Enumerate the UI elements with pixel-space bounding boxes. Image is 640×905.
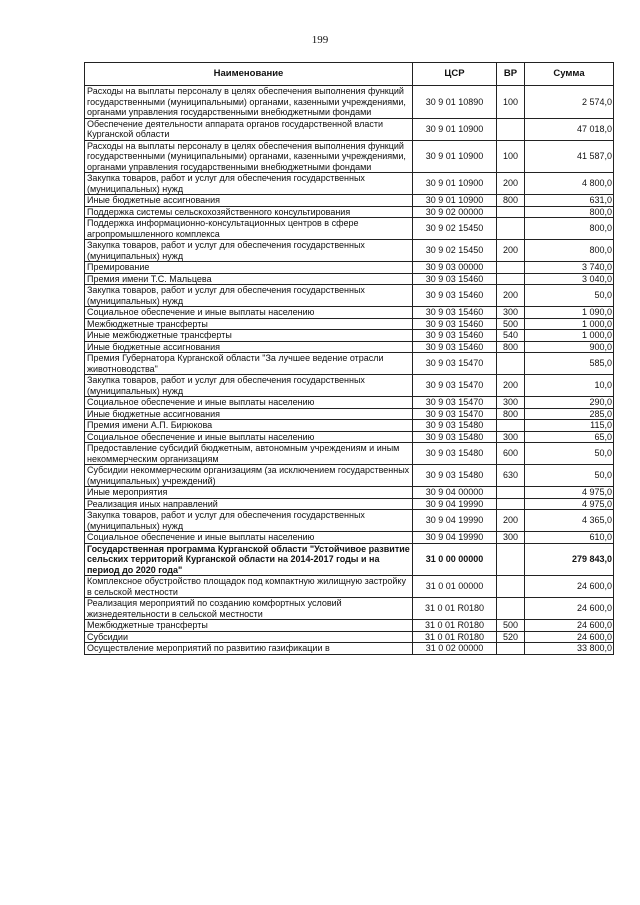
row-vr-cell: 200 <box>497 375 525 397</box>
row-name-cell: Поддержка информационно-консультационных центров в сфере агропромышленного комплекса <box>85 218 413 240</box>
row-name-cell: Закупка товаров, работ и услуг для обеспечения государственных (муниципальных) нужд <box>85 240 413 262</box>
table-row <box>85 397 614 409</box>
table-body <box>85 86 614 655</box>
row-vr-cell: 540 <box>497 330 525 342</box>
row-csr-cell: 30 9 03 15480 <box>413 420 497 432</box>
row-name-cell: Комплексное обустройство площадок под компактную жилищную застройку в сельской местности <box>85 576 413 598</box>
row-vr-cell <box>497 487 525 499</box>
table-row <box>85 140 614 173</box>
row-name-cell: Закупка товаров, работ и услуг для обеспечения государственных (муниципальных) нужд <box>85 375 413 397</box>
table-row <box>85 631 614 643</box>
row-sum-cell: 115,0 <box>525 420 614 432</box>
table-row <box>85 307 614 319</box>
row-csr-cell: 30 9 03 15480 <box>413 465 497 487</box>
row-csr-cell: 30 9 02 15450 <box>413 218 497 240</box>
row-vr-cell: 800 <box>497 408 525 420</box>
row-name-cell: Закупка товаров, работ и услуг для обеспечения государственных (муниципальных) нужд <box>85 510 413 532</box>
row-csr-cell: 31 0 02 00000 <box>413 643 497 655</box>
row-sum-cell: 2 574,0 <box>525 86 614 119</box>
row-csr-cell: 31 0 00 00000 <box>413 543 497 576</box>
table-row <box>85 532 614 544</box>
row-sum-cell: 47 018,0 <box>525 118 614 140</box>
row-csr-cell: 30 9 03 15460 <box>413 341 497 353</box>
row-csr-cell: 30 9 04 19990 <box>413 532 497 544</box>
row-vr-cell <box>497 118 525 140</box>
table-row <box>85 341 614 353</box>
row-name-cell: Субсидии <box>85 631 413 643</box>
row-vr-cell <box>497 643 525 655</box>
row-vr-cell <box>497 420 525 432</box>
row-vr-cell: 600 <box>497 443 525 465</box>
row-sum-cell: 800,0 <box>525 206 614 218</box>
row-sum-cell: 279 843,0 <box>525 543 614 576</box>
row-sum-cell: 800,0 <box>525 240 614 262</box>
row-name-cell: Премия Губернатора Курганской области "За лучшее ведение отрасли животноводства" <box>85 353 413 375</box>
row-vr-cell: 300 <box>497 307 525 319</box>
row-csr-cell: 30 9 03 15480 <box>413 443 497 465</box>
header-name: Наименование <box>85 63 413 86</box>
table-row <box>85 330 614 342</box>
row-sum-cell: 41 587,0 <box>525 140 614 173</box>
row-csr-cell: 30 9 01 10890 <box>413 86 497 119</box>
row-sum-cell: 24 600,0 <box>525 576 614 598</box>
row-csr-cell: 30 9 03 15480 <box>413 431 497 443</box>
row-sum-cell: 4 800,0 <box>525 173 614 195</box>
table-row <box>85 510 614 532</box>
row-vr-cell <box>497 206 525 218</box>
table-row <box>85 598 614 620</box>
row-vr-cell: 300 <box>497 431 525 443</box>
row-name-cell: Межбюджетные трансферты <box>85 620 413 632</box>
table-row <box>85 285 614 307</box>
row-csr-cell: 30 9 03 15470 <box>413 397 497 409</box>
row-csr-cell: 30 9 03 15470 <box>413 408 497 420</box>
row-vr-cell <box>497 218 525 240</box>
row-vr-cell: 100 <box>497 140 525 173</box>
row-vr-cell <box>497 262 525 274</box>
row-csr-cell: 31 0 01 R0180 <box>413 620 497 632</box>
row-csr-cell: 30 9 02 00000 <box>413 206 497 218</box>
row-name-cell: Государственная программа Курганской области "Устойчивое развитие сельских территорий Курганской области на 2014-2017 годы и на период до 2020 года" <box>85 543 413 576</box>
row-vr-cell: 500 <box>497 318 525 330</box>
row-csr-cell: 30 9 01 10900 <box>413 140 497 173</box>
row-name-cell: Закупка товаров, работ и услуг для обеспечения государственных (муниципальных) нужд <box>85 173 413 195</box>
row-name-cell: Осуществление мероприятий по развитию газификации в <box>85 643 413 655</box>
row-name-cell: Реализация иных направлений <box>85 498 413 510</box>
row-csr-cell: 31 0 01 R0180 <box>413 598 497 620</box>
row-sum-cell: 1 000,0 <box>525 318 614 330</box>
row-sum-cell: 800,0 <box>525 218 614 240</box>
row-vr-cell: 630 <box>497 465 525 487</box>
row-vr-cell <box>497 543 525 576</box>
row-vr-cell <box>497 576 525 598</box>
budget-table <box>84 62 614 655</box>
row-name-cell: Премирование <box>85 262 413 274</box>
table-row <box>85 273 614 285</box>
row-name-cell: Иные бюджетные ассигнования <box>85 195 413 207</box>
row-vr-cell: 100 <box>497 86 525 119</box>
header-vr: ВР <box>497 63 525 86</box>
table-row <box>85 173 614 195</box>
row-vr-cell: 300 <box>497 397 525 409</box>
row-sum-cell: 33 800,0 <box>525 643 614 655</box>
table-row <box>85 643 614 655</box>
row-sum-cell: 1 090,0 <box>525 307 614 319</box>
row-csr-cell: 30 9 03 15470 <box>413 375 497 397</box>
row-name-cell: Расходы на выплаты персоналу в целях обеспечения выполнения функций государственными (муниципальными) органами, казенными учреждениями, органами управления государственными внебюджетными фондами <box>85 140 413 173</box>
row-vr-cell <box>497 273 525 285</box>
row-sum-cell: 1 000,0 <box>525 330 614 342</box>
row-vr-cell: 200 <box>497 285 525 307</box>
row-name-cell: Социальное обеспечение и иные выплаты населению <box>85 431 413 443</box>
table-row <box>85 262 614 274</box>
table-row <box>85 420 614 432</box>
row-sum-cell: 65,0 <box>525 431 614 443</box>
row-sum-cell: 285,0 <box>525 408 614 420</box>
table-row <box>85 318 614 330</box>
row-csr-cell: 30 9 03 15460 <box>413 273 497 285</box>
row-name-cell: Иные бюджетные ассигнования <box>85 408 413 420</box>
row-vr-cell: 520 <box>497 631 525 643</box>
row-vr-cell <box>497 498 525 510</box>
row-csr-cell: 31 0 01 00000 <box>413 576 497 598</box>
row-sum-cell: 631,0 <box>525 195 614 207</box>
row-name-cell: Субсидии некоммерческим организациям (за исключением государственных (муниципальных) учреждений) <box>85 465 413 487</box>
row-csr-cell: 30 9 04 19990 <box>413 510 497 532</box>
row-csr-cell: 30 9 04 00000 <box>413 487 497 499</box>
row-csr-cell: 30 9 03 15460 <box>413 318 497 330</box>
row-name-cell: Реализация мероприятий по созданию комфортных условий жизнедеятельности в сельской местности <box>85 598 413 620</box>
row-sum-cell: 4 975,0 <box>525 498 614 510</box>
row-name-cell: Иные мероприятия <box>85 487 413 499</box>
row-vr-cell: 200 <box>497 510 525 532</box>
row-csr-cell: 30 9 01 10900 <box>413 195 497 207</box>
row-csr-cell: 30 9 03 15470 <box>413 353 497 375</box>
row-sum-cell: 290,0 <box>525 397 614 409</box>
table-row <box>85 576 614 598</box>
row-vr-cell <box>497 353 525 375</box>
table-row <box>85 543 614 576</box>
row-name-cell: Премия имени Т.С. Мальцева <box>85 273 413 285</box>
row-vr-cell: 300 <box>497 532 525 544</box>
table-row <box>85 443 614 465</box>
table-row <box>85 498 614 510</box>
row-sum-cell: 50,0 <box>525 285 614 307</box>
row-sum-cell: 50,0 <box>525 443 614 465</box>
row-name-cell: Иные бюджетные ассигнования <box>85 341 413 353</box>
table-row <box>85 86 614 119</box>
row-sum-cell: 3 040,0 <box>525 273 614 285</box>
row-vr-cell: 500 <box>497 620 525 632</box>
row-name-cell: Предоставление субсидий бюджетным, автономным учреждениям и иным некоммерческим организациям <box>85 443 413 465</box>
row-name-cell: Социальное обеспечение и иные выплаты населению <box>85 307 413 319</box>
row-name-cell: Расходы на выплаты персоналу в целях обеспечения выполнения функций государственными (муниципальными) органами, казенными учреждениями, органами управления государственными внебюджетными фондами <box>85 86 413 119</box>
table-row <box>85 195 614 207</box>
row-name-cell: Социальное обеспечение и иные выплаты населению <box>85 532 413 544</box>
row-csr-cell: 31 0 01 R0180 <box>413 631 497 643</box>
table-row <box>85 465 614 487</box>
table-row <box>85 620 614 632</box>
header-csr: ЦСР <box>413 63 497 86</box>
row-sum-cell: 50,0 <box>525 465 614 487</box>
row-csr-cell: 30 9 03 00000 <box>413 262 497 274</box>
row-csr-cell: 30 9 03 15460 <box>413 285 497 307</box>
row-sum-cell: 4 365,0 <box>525 510 614 532</box>
row-vr-cell: 200 <box>497 173 525 195</box>
row-name-cell: Закупка товаров, работ и услуг для обеспечения государственных (муниципальных) нужд <box>85 285 413 307</box>
row-name-cell: Социальное обеспечение и иные выплаты населению <box>85 397 413 409</box>
table-row <box>85 487 614 499</box>
table-row <box>85 218 614 240</box>
header-sum: Сумма <box>525 63 614 86</box>
row-sum-cell: 24 600,0 <box>525 598 614 620</box>
table-row <box>85 240 614 262</box>
row-vr-cell <box>497 598 525 620</box>
row-csr-cell: 30 9 03 15460 <box>413 307 497 319</box>
row-sum-cell: 10,0 <box>525 375 614 397</box>
row-sum-cell: 585,0 <box>525 353 614 375</box>
row-sum-cell: 4 975,0 <box>525 487 614 499</box>
table-row <box>85 408 614 420</box>
table-row <box>85 353 614 375</box>
row-name-cell: Премия имени А.П. Бирюкова <box>85 420 413 432</box>
page-number: 199 <box>311 34 329 46</box>
table-row <box>85 206 614 218</box>
row-sum-cell: 610,0 <box>525 532 614 544</box>
row-vr-cell: 800 <box>497 195 525 207</box>
row-name-cell: Поддержка системы сельскохозяйственного консультирования <box>85 206 413 218</box>
row-csr-cell: 30 9 03 15460 <box>413 330 497 342</box>
row-vr-cell: 800 <box>497 341 525 353</box>
row-sum-cell: 3 740,0 <box>525 262 614 274</box>
row-sum-cell: 900,0 <box>525 341 614 353</box>
table-row <box>85 375 614 397</box>
row-csr-cell: 30 9 04 19990 <box>413 498 497 510</box>
row-csr-cell: 30 9 02 15450 <box>413 240 497 262</box>
table-header-row <box>85 63 614 86</box>
row-name-cell: Иные межбюджетные трансферты <box>85 330 413 342</box>
table-row <box>85 118 614 140</box>
table-row <box>85 431 614 443</box>
row-vr-cell: 200 <box>497 240 525 262</box>
row-sum-cell: 24 600,0 <box>525 620 614 632</box>
row-csr-cell: 30 9 01 10900 <box>413 118 497 140</box>
row-csr-cell: 30 9 01 10900 <box>413 173 497 195</box>
row-sum-cell: 24 600,0 <box>525 631 614 643</box>
row-name-cell: Обеспечение деятельности аппарата органов государственной власти Курганской области <box>85 118 413 140</box>
row-name-cell: Межбюджетные трансферты <box>85 318 413 330</box>
